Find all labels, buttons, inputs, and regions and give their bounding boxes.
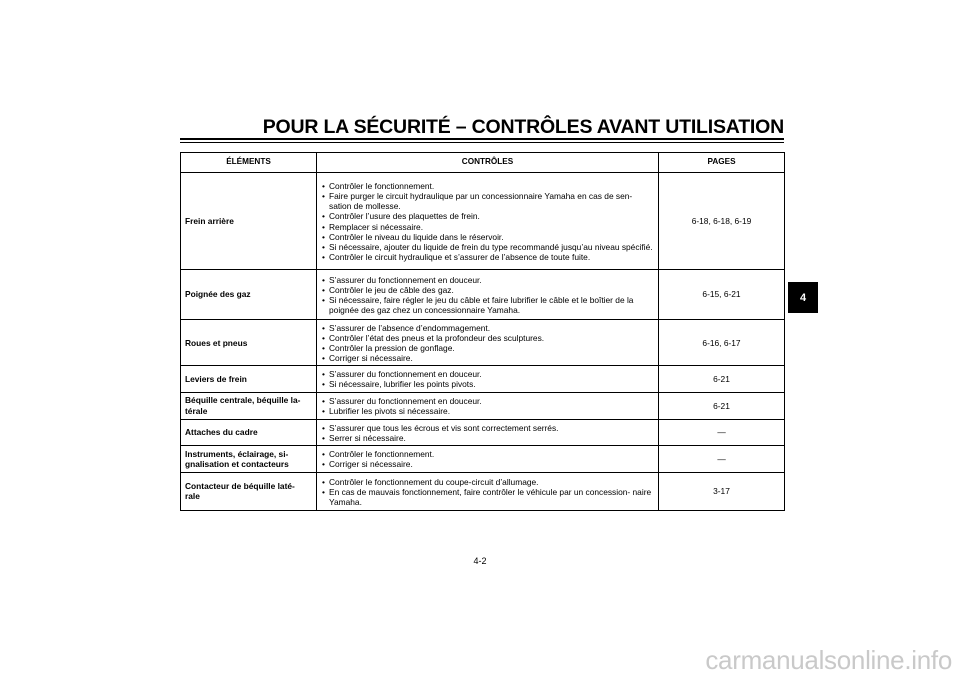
page-number: 4-2 — [473, 556, 487, 566]
page-title: POUR LA SÉCURITÉ – CONTRÔLES AVANT UTILISATION — [262, 116, 784, 138]
row-element: Poignée des gaz — [181, 270, 317, 320]
row-checks — [317, 472, 659, 510]
row-checks — [317, 173, 659, 270]
row-pages: — — [659, 419, 785, 445]
row-element: Frein arrière — [181, 173, 317, 270]
check-item: • Si nécessaire, lubrifier les points pivots. — [321, 379, 654, 389]
check-item: • Corriger si nécessaire. — [321, 459, 654, 469]
table-row — [181, 366, 785, 392]
check-item: • Faire purger le circuit hydraulique par un concessionnaire Yamaha en cas de sen- sation de mollesse. — [321, 191, 654, 211]
title-rule-thick — [180, 138, 784, 140]
column-header-elements: ÉLÉMENTS — [181, 153, 317, 173]
check-item: • Si nécessaire, faire régler le jeu du câble et faire lubrifier le câble et le boîtier de la poignée des gaz chez un concessionnaire Yamaha. — [321, 295, 654, 315]
table-header-row — [181, 153, 785, 173]
row-pages: 3-17 — [659, 472, 785, 510]
pre-operation-checklist-table — [180, 152, 785, 511]
watermark-text: carmanualsonline.info — [705, 645, 952, 675]
check-item: • S’assurer que tous les écrous et vis sont correctement serrés. — [321, 423, 654, 433]
chapter-tab — [788, 282, 818, 313]
check-item: • En cas de mauvais fonctionnement, faire contrôler le véhicule par un concession- naire Yamaha. — [321, 487, 654, 507]
table-row — [181, 445, 785, 472]
table-row — [181, 320, 785, 366]
row-pages: — — [659, 445, 785, 472]
row-element: Instruments, éclairage, si- gnalisation et contacteurs — [181, 445, 317, 472]
column-header-pages: PAGES — [659, 153, 785, 173]
title-rule-thin — [180, 142, 784, 143]
check-item: • S’assurer du fonctionnement en douceur. — [321, 369, 654, 379]
row-checks — [317, 392, 659, 419]
check-item: • Remplacer si nécessaire. — [321, 222, 654, 232]
check-item: • Lubrifier les pivots si nécessaire. — [321, 406, 654, 416]
check-item: • S’assurer du fonctionnement en douceur. — [321, 396, 654, 406]
row-pages: 6-21 — [659, 392, 785, 419]
check-item: • Contrôler la pression de gonflage. — [321, 343, 654, 353]
row-element: Roues et pneus — [181, 320, 317, 366]
check-item: • Contrôler le jeu de câble des gaz. — [321, 285, 654, 295]
row-checks — [317, 320, 659, 366]
table-row — [181, 270, 785, 320]
column-header-checks: CONTRÔLES — [317, 153, 659, 173]
check-item: • Contrôler le circuit hydraulique et s’assurer de l’absence de toute fuite. — [321, 252, 654, 262]
table-row — [181, 173, 785, 270]
check-item: • Contrôler le fonctionnement du coupe-circuit d’allumage. — [321, 477, 654, 487]
row-pages: 6-18, 6-18, 6-19 — [659, 173, 785, 270]
check-item: • Serrer si nécessaire. — [321, 433, 654, 443]
check-item: • S’assurer de l’absence d’endommagement. — [321, 323, 654, 333]
row-element: Attaches du cadre — [181, 419, 317, 445]
check-item: • Contrôler le fonctionnement. — [321, 449, 654, 459]
check-item: • Contrôler l’état des pneus et la profondeur des sculptures. — [321, 333, 654, 343]
row-pages: 6-21 — [659, 366, 785, 392]
row-checks — [317, 366, 659, 392]
row-pages: 6-16, 6-17 — [659, 320, 785, 366]
row-element: Contacteur de béquille laté- rale — [181, 472, 317, 510]
table-row — [181, 472, 785, 510]
chapter-tab-label: 4 — [799, 291, 807, 304]
row-element: Béquille centrale, béquille la- térale — [181, 392, 317, 419]
row-checks — [317, 419, 659, 445]
row-checks — [317, 270, 659, 320]
check-item: • Contrôler le niveau du liquide dans le réservoir. — [321, 232, 654, 242]
row-pages: 6-15, 6-21 — [659, 270, 785, 320]
table-row — [181, 392, 785, 419]
row-element: Leviers de frein — [181, 366, 317, 392]
check-item: • Contrôler le fonctionnement. — [321, 181, 654, 191]
row-checks — [317, 445, 659, 472]
check-item: • Contrôler l’usure des plaquettes de frein. — [321, 211, 654, 221]
check-item: • Corriger si nécessaire. — [321, 353, 654, 363]
check-item: • Si nécessaire, ajouter du liquide de frein du type recommandé jusqu’au niveau spécifié. — [321, 242, 654, 252]
check-item: • S’assurer du fonctionnement en douceur. — [321, 275, 654, 285]
table-row — [181, 419, 785, 445]
